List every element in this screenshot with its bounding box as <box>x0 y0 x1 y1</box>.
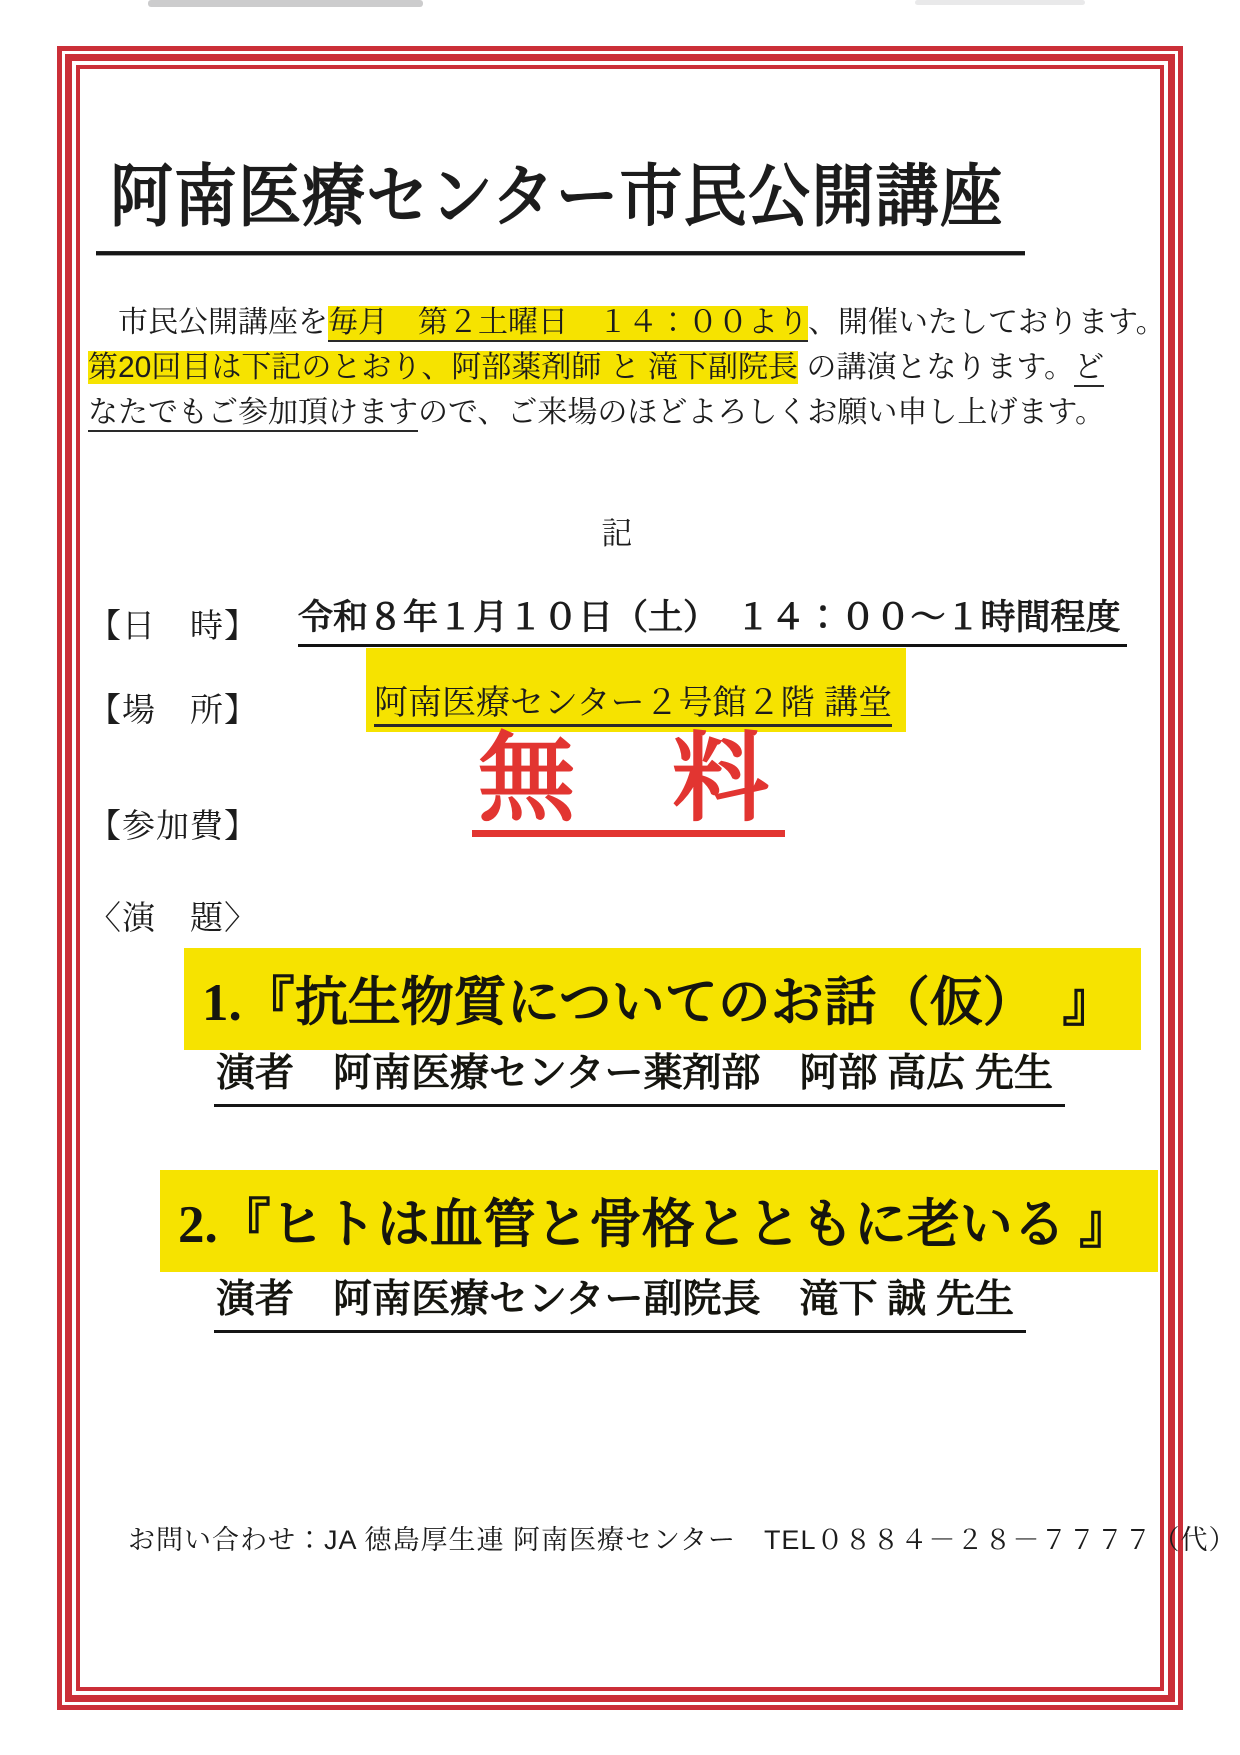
page-title: 阿南医療センター市民公開講座 <box>96 142 1025 255</box>
datetime-value: 令和８年１月１０日（土） １４：００～１時間程度 <box>298 590 1127 647</box>
intro-line-2 <box>88 345 1154 390</box>
intro-line3-underlined: なたでもご参加頂けます <box>88 396 418 432</box>
scan-artifact-smudge <box>148 0 423 7</box>
contact-info: お問い合わせ：JA 徳島厚生連 阿南医療センター TEL０８８４－２８－７７７７（代） <box>128 1525 1237 1555</box>
topic-1-title: 1.『抗生物質についてのお話（仮） 』 <box>184 948 1141 1050</box>
intro-line1-highlighted: 毎月 第２土曜日 １４：００より <box>328 306 808 342</box>
intro-line2-underlined: ど <box>1074 351 1104 387</box>
place-value: 阿南医療センター２号館２階 講堂 <box>374 684 892 727</box>
topics-heading: 〈演 題〉 <box>88 899 258 936</box>
fee-label: 【参加費】 <box>88 807 258 844</box>
intro-line1-post: 、開催いたしております。 <box>808 306 1166 339</box>
topic-2-speaker: 演者 阿南医療センター副院長 滝下 誠 先生 <box>214 1268 1026 1333</box>
intro-line-1 <box>88 300 1166 345</box>
intro-line1-pre: 市民公開講座を <box>88 306 328 339</box>
topic-1-speaker: 演者 阿南医療センター薬剤部 阿部 高広 先生 <box>214 1042 1065 1107</box>
place-label: 【場 所】 <box>88 691 258 728</box>
intro-line2-mid: の講演となります。 <box>798 351 1074 384</box>
intro-paragraph <box>88 300 1166 435</box>
intro-line2-highlighted: 第20回目は下記のとおり、阿部薬剤師 と 滝下副院長 <box>88 351 799 384</box>
scan-artifact-smudge <box>915 0 1085 5</box>
topic-2-title: 2.『ヒトは血管と骨格とともに老いる 』 <box>160 1170 1158 1272</box>
datetime-label: 【日 時】 <box>88 607 258 644</box>
red-border-frame <box>57 46 1183 1710</box>
fee-value-free: 無 料 <box>472 728 785 837</box>
intro-line3-post: ので、ご来場のほどよろしくお願い申し上げます。 <box>418 396 1105 429</box>
place-value-highlight <box>366 648 906 732</box>
ki-heading: 記 <box>601 516 639 551</box>
intro-line-3 <box>88 390 1154 435</box>
